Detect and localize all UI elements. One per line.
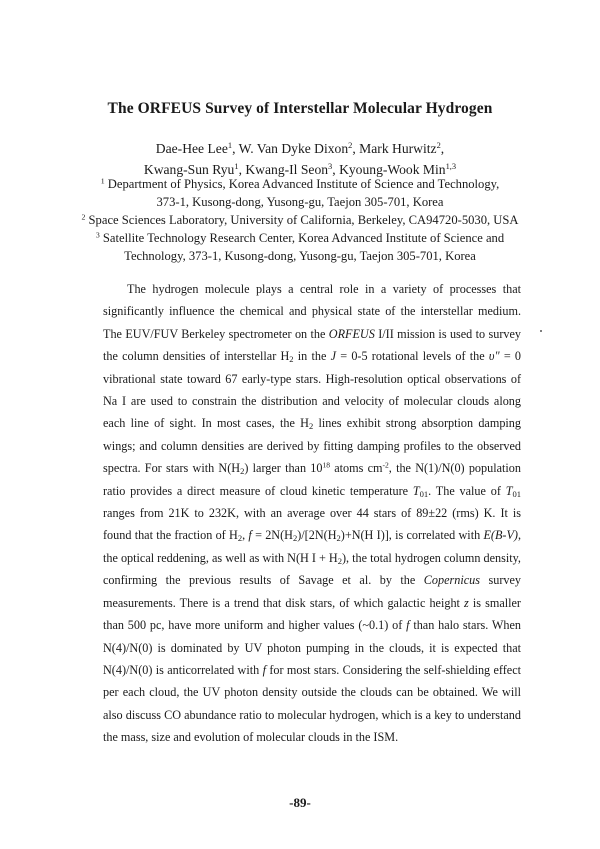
affiliation-number: 2 xyxy=(81,212,86,222)
author-name: W. Van Dyke Dixon xyxy=(238,141,349,156)
affiliation-text: 373-1, Kusong-dong, Yusong-gu, Taejon 305-701, Korea xyxy=(156,195,444,209)
author-affiliation-mark: 3 xyxy=(328,160,333,171)
author-line-1 xyxy=(0,138,600,159)
affiliation-text: Technology, 373-1, Kusong-dong, Yusong-gu, Taejon 305-701, Korea xyxy=(124,249,476,263)
affiliation-2 xyxy=(0,211,600,229)
abstract-paragraph: The hydrogen molecule plays a central role in a variety of processes that significantly influence the chemical and physical state of the interstellar medium. The EUV/FUV Berkeley spectrometer on the ORFEUS I/II mission is used to survey the column densities of interstellar $H_2$ in the J = 0-5 rotational levels of the υ" = 0 vibrational state toward 67 early-type stars. High-resolution optical observations of Na I are used to constrain the distribution and velocity of molecular clouds along each line of sight. In most cases, the $H_2$ lines exhibit strong absorption damping wings; and column densities are derived by fitting damping profiles to the observed spectra. For stars with $N(H_2)$ larger than $10^{18}$ atoms $cm^{-2}$, the N(1)/N(0) population ratio provides a direct measure of cloud kinetic temperature $T_{01}$. The value of $T_{01}$ ranges from 21K to 232K, with an average over 44 stars of 89±22 (rms) K. It is found that the fraction of $H_2$, $f = 2N(H_2)/[2N(H_2)+N(H$ I)], is correlated with E(B-V), the optical reddening, as well as with N(H $I + H_2$), the total hydrogen column density, confirming the previous results of Savage et al. by the Copernicus survey measurements. There is a trend that disk stars, of which galactic height z is smaller than 500 pc, have more uniform and higher values (~0.1) of f than halo stars. When N(4)/N(0) is dominated by UV photon pumping in the clouds, it is expected that N(4)/N(0) is anticorrelated with f for most stars. Considering the self-shielding effect per each cloud, the UV photon density outside the clouds can be obtained. We will also discuss CO abundance ratio to molecular hydrogen, which is a key to understand the mass, size and evolution of molecular clouds in the ISM. xyxy=(103,282,522,745)
author-name: Kyoung-Wook Min xyxy=(339,162,446,177)
scan-speck xyxy=(540,330,542,332)
affiliation-list xyxy=(0,175,600,265)
affiliation-text: Satellite Technology Research Center, Korea Advanced Institute of Science and xyxy=(102,231,505,245)
author-name: Mark Hurwitz xyxy=(359,141,437,156)
author-affiliation-mark: 1,3 xyxy=(445,160,457,171)
affiliation-number: 3 xyxy=(95,230,100,240)
author-separator: , xyxy=(440,141,445,156)
mission-name: ORFEUS xyxy=(328,326,375,341)
paper-title: The ORFEUS Survey of Interstellar Molecular Hydrogen xyxy=(107,100,493,117)
affiliation-3 xyxy=(0,229,600,265)
author-list xyxy=(0,138,600,180)
author-separator: , xyxy=(352,141,360,156)
author-affiliation-mark: 2 xyxy=(348,139,353,150)
author-separator: , xyxy=(332,162,340,177)
author-separator: , xyxy=(232,141,239,156)
affiliation-text: Space Sciences Laboratory, University of California, Berkeley, CA94720-5030, USA xyxy=(88,213,519,227)
affiliation-1 xyxy=(0,175,600,211)
mission-name: Copernicus xyxy=(423,573,480,588)
author-name: Kwang-Sun Ryu xyxy=(143,162,235,177)
author-affiliation-mark: 2 xyxy=(436,139,441,150)
affiliation-number: 1 xyxy=(100,176,105,186)
author-name: Kwang-Il Seon xyxy=(245,162,329,177)
affiliation-text: Department of Physics, Korea Advanced Institute of Science and Technology, xyxy=(107,177,500,191)
page-number: -89- xyxy=(289,795,311,810)
author-separator: , xyxy=(238,162,246,177)
author-affiliation-mark: 1 xyxy=(234,160,239,171)
author-affiliation-mark: 1 xyxy=(227,139,233,150)
author-name: Dae-Hee Lee xyxy=(155,141,228,156)
